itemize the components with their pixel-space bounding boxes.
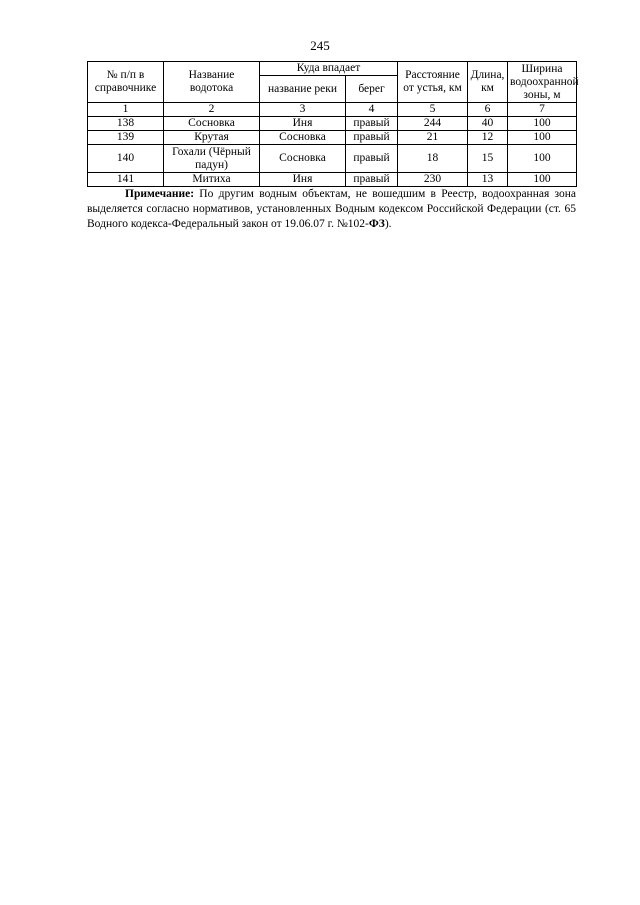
cell-distance: 18 <box>398 145 468 173</box>
column-number: 4 <box>346 103 398 117</box>
cell-river: Иня <box>260 117 346 131</box>
cell-bank: правый <box>346 117 398 131</box>
cell-distance: 244 <box>398 117 468 131</box>
cell-num: 140 <box>88 145 164 173</box>
note-text: По другим водным объектам, не вошедшим в Реестр, водоохранная зона выделяется согласно нормативов, установленных Водным кодексом Российской Федерации (ст. 65 Водного кодекса-Федеральный закон от 19.06.07 г. №102- <box>87 188 576 230</box>
table-row <box>88 131 577 145</box>
table-row <box>88 173 577 187</box>
cell-river: Иня <box>260 173 346 187</box>
cell-length: 13 <box>468 173 508 187</box>
cell-river: Сосновка <box>260 131 346 145</box>
note-label: Примечание: <box>125 188 195 200</box>
note-end: ). <box>384 218 392 230</box>
cell-length: 15 <box>468 145 508 173</box>
cell-name: Гохали (Чёрный падун) <box>164 145 260 173</box>
cell-length: 12 <box>468 131 508 145</box>
cell-name: Митиха <box>164 173 260 187</box>
cell-zone: 100 <box>508 131 577 145</box>
cell-bank: правый <box>346 131 398 145</box>
column-number: 1 <box>88 103 164 117</box>
cell-length: 40 <box>468 117 508 131</box>
cell-zone: 100 <box>508 117 577 131</box>
header-distance: Расстояние от устья, км <box>398 62 468 103</box>
table-row <box>88 117 577 131</box>
cell-num: 139 <box>88 131 164 145</box>
page-number: 245 <box>310 38 330 53</box>
column-number: 2 <box>164 103 260 117</box>
note-bold-tail: ФЗ <box>368 218 385 230</box>
cell-bank: правый <box>346 173 398 187</box>
column-number: 3 <box>260 103 346 117</box>
header-bank: берег <box>346 76 398 103</box>
cell-num: 138 <box>88 117 164 131</box>
column-number: 6 <box>468 103 508 117</box>
cell-name: Крутая <box>164 131 260 145</box>
column-number: 5 <box>398 103 468 117</box>
cell-num: 141 <box>88 173 164 187</box>
cell-zone: 100 <box>508 173 577 187</box>
cell-river: Сосновка <box>260 145 346 173</box>
cell-distance: 230 <box>398 173 468 187</box>
cell-name: Сосновка <box>164 117 260 131</box>
cell-distance: 21 <box>398 131 468 145</box>
table-row <box>88 145 577 173</box>
header-name: Название водотока <box>164 62 260 103</box>
header-length: Длина, км <box>468 62 508 103</box>
header-flows-into: Куда впадает <box>260 62 398 76</box>
column-number-row <box>88 103 577 117</box>
header-num: № п/п в справочнике <box>88 62 164 103</box>
cell-zone: 100 <box>508 145 577 173</box>
header-zone: Ширина водоохранной зоны, м <box>508 62 577 103</box>
register-table <box>87 61 577 187</box>
column-number: 7 <box>508 103 577 117</box>
note-paragraph <box>87 187 576 232</box>
cell-bank: правый <box>346 145 398 173</box>
header-river: название реки <box>260 76 346 103</box>
